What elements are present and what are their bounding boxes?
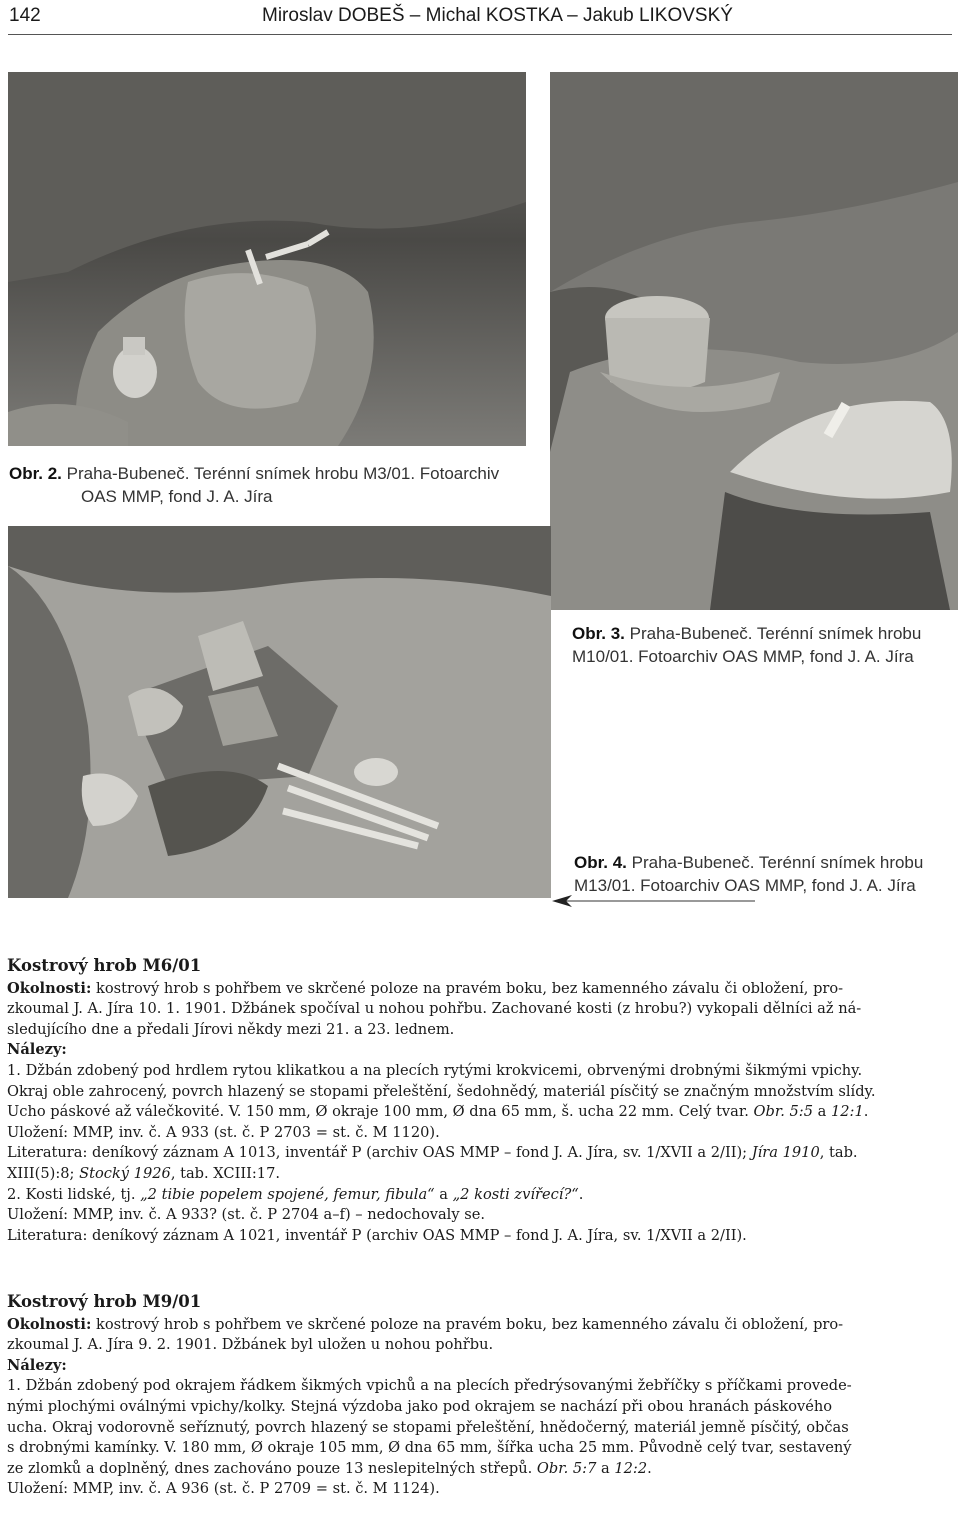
m6-item-line-1: 1. Džbán zdobený pod hrdlem rytou klikatkou a na plecích rytými krokvicemi, obrvenými drobnými šikmými vpichy. bbox=[7, 1061, 863, 1079]
photo-grave-m13 bbox=[8, 526, 551, 898]
m6-literatura-1-cite: Jíra 1910 bbox=[751, 1144, 820, 1162]
header-rule bbox=[8, 34, 952, 35]
m6-okolnosti-label: Okolnosti: bbox=[7, 979, 92, 997]
m9-fig-ref-1: Obr. 5:7 bbox=[536, 1459, 597, 1477]
caption-fig-4 bbox=[574, 851, 959, 874]
m6-literatura-1 bbox=[7, 1143, 955, 1164]
m9-okolnosti-line-1 bbox=[7, 1315, 955, 1336]
caption-fig-4-text-2: M13/01. Fotoarchiv OAS MMP, fond J. A. Jíra bbox=[574, 876, 916, 895]
running-header-authors: Miroslav DOBEŠ – Michal KOSTKA – Jakub LIKOVSKÝ bbox=[262, 5, 733, 26]
m6-item-2-quote-2: „2 kosti zvířecí?“ bbox=[452, 1185, 579, 1203]
m9-item-line-1: 1. Džbán zdobený pod okrajem řádkem šikmých vpichů a na plecích předrýsovanými žebříčky s příčkami provede- bbox=[7, 1377, 852, 1395]
m9-item-line-5 bbox=[7, 1459, 955, 1480]
page-number: 142 bbox=[9, 5, 41, 26]
pointer-arrow-icon bbox=[550, 893, 760, 909]
m9-item-line-4: s drobnými kamínky. V. 180 mm, Ø okraje 105 mm, Ø dna 65 mm, šířka ucha 25 mm. Původně celý tvar, sestavený bbox=[7, 1439, 852, 1457]
m9-okolnosti-line-2: zkoumal J. A. Jíra 9. 2. 1901. Džbánek byl uložen u nohou pohřbu. bbox=[7, 1336, 494, 1354]
m6-item-2-end: . bbox=[578, 1185, 584, 1203]
caption-fig-3 bbox=[572, 622, 957, 645]
m6-literatura-1-cont-text: XIII(5):8; bbox=[7, 1164, 80, 1182]
m6-ulozeni-1: Uložení: MMP, inv. č. A 933 (st. č. P 2703 = st. č. M 1120). bbox=[7, 1123, 440, 1141]
m6-okolnosti-text: kostrový hrob s pohřbem ve skrčené poloze na pravém boku, bez kamenného závalu či obložení, pro- bbox=[91, 979, 844, 997]
m6-literatura-2: Literatura: deníkový záznam A 1021, inventář P (archiv OAS MMP – fond J. A. Jíra, sv. 1/XVII a 2/II). bbox=[7, 1226, 747, 1244]
m6-item-line-3-text: Ucho páskové až válečkovité. V. 150 mm, Ø okraje 100 mm, Ø dna 65 mm, š. ucha 22 mm. Celý tvar. bbox=[7, 1103, 754, 1121]
caption-fig-4-label: Obr. 4. bbox=[574, 853, 627, 872]
m6-title: Kostrový hrob M6/01 bbox=[7, 956, 202, 975]
caption-fig-3-label: Obr. 3. bbox=[572, 624, 625, 643]
caption-fig-2-text-1: Praha-Bubeneč. Terénní snímek hrobu M3/01. Fotoarchiv bbox=[61, 464, 500, 483]
caption-fig-3-text-2: M10/01. Fotoarchiv OAS MMP, fond J. A. Jíra bbox=[572, 647, 914, 666]
m6-fig-ref-2: 12:1 bbox=[830, 1103, 864, 1121]
photo-grave-m3 bbox=[8, 72, 526, 446]
m9-nalezy-label: Nálezy: bbox=[7, 1356, 67, 1374]
m6-item-2-text: 2. Kosti lidské, tj. bbox=[7, 1185, 141, 1203]
m6-item-2 bbox=[7, 1185, 955, 1206]
m9-item-line-3: ucha. Okraj vodorovně seříznutý, povrch hlazený se stopami přeleštění, hnědočerný, materiál jemně písčitý, občas bbox=[7, 1418, 849, 1436]
m9-ulozeni: Uložení: MMP, inv. č. A 936 (st. č. P 2709 = st. č. M 1124). bbox=[7, 1480, 440, 1498]
caption-fig-2 bbox=[9, 462, 539, 485]
m6-fig-ref-sep: a bbox=[812, 1103, 831, 1121]
m9-fig-ref-sep: a bbox=[596, 1459, 615, 1477]
m9-title: Kostrový hrob M9/01 bbox=[7, 1292, 202, 1311]
m6-fig-ref-end: . bbox=[863, 1103, 869, 1121]
caption-fig-3-text-1: Praha-Bubeneč. Terénní snímek hrobu bbox=[624, 624, 922, 643]
m6-literatura-1-cont bbox=[7, 1164, 955, 1185]
m6-item-line-3 bbox=[7, 1102, 955, 1123]
section-grave-m6 bbox=[7, 956, 955, 1246]
m6-literatura-1-text: Literatura: deníkový záznam A 1013, inventář P (archiv OAS MMP – fond J. A. Jíra, sv. 1/XVII a 2/II); bbox=[7, 1144, 752, 1162]
m6-item-line-2: Okraj oble zahrocený, povrch hlazený se stopami přeleštění, šedohnědý, materiál písčitý se značným množstvím slídy. bbox=[7, 1082, 876, 1100]
section-grave-m9 bbox=[7, 1292, 955, 1500]
m6-item-2-quote-1: „2 tibie popelem spojené, femur, fibula“ bbox=[140, 1185, 435, 1203]
m9-fig-ref-end: . bbox=[647, 1459, 652, 1477]
m9-item-line-2: nými plochými oválnými vpichy/kolky. Stejná výzdoba jako pod okrajem se nachází při obou hranách páskového bbox=[7, 1397, 833, 1415]
m6-fig-ref-1: Obr. 5:5 bbox=[753, 1103, 813, 1121]
m6-ulozeni-2: Uložení: MMP, inv. č. A 933? (st. č. P 2704 a–f) – nedochovaly se. bbox=[7, 1206, 485, 1224]
m6-okolnosti-line-3: sledujícího dne a předali Jírovi někdy mezi 21. a 23. lednem. bbox=[7, 1020, 455, 1038]
m6-literatura-1-cont-tail: , tab. XCIII:17. bbox=[170, 1164, 281, 1182]
m9-item-line-5-text: ze zlomků a doplněný, dnes zachováno pouze 13 neslepitelných střepů. bbox=[7, 1459, 537, 1477]
m9-okolnosti-text: kostrový hrob s pohřbem ve skrčené poloze na pravém boku, bez kamenného závalu či obložení, pro- bbox=[91, 1315, 844, 1333]
m6-nalezy-label: Nálezy: bbox=[7, 1041, 67, 1059]
caption-fig-4-text-1: Praha-Bubeneč. Terénní snímek hrobu bbox=[626, 853, 924, 872]
photo-grave-m10 bbox=[550, 72, 958, 610]
m6-literatura-1-tail: , tab. bbox=[819, 1144, 858, 1162]
m6-okolnosti-line-1 bbox=[7, 979, 955, 1000]
m6-okolnosti-line-2: zkoumal J. A. Jíra 10. 1. 1901. Džbánek spočíval u nohou pohřbu. Zachované kosti (z hrobu?) vykopali dělníci až ná- bbox=[7, 1000, 862, 1018]
m6-literatura-1-cont-cite: Stocký 1926 bbox=[79, 1164, 171, 1182]
caption-fig-2-label: Obr. 2. bbox=[9, 464, 62, 483]
caption-fig-2-text-2: OAS MMP, fond J. A. Jíra bbox=[81, 487, 273, 506]
m9-okolnosti-label: Okolnosti: bbox=[7, 1315, 92, 1333]
m6-item-2-sep: a bbox=[434, 1185, 453, 1203]
m9-fig-ref-2: 12:2 bbox=[614, 1459, 648, 1477]
